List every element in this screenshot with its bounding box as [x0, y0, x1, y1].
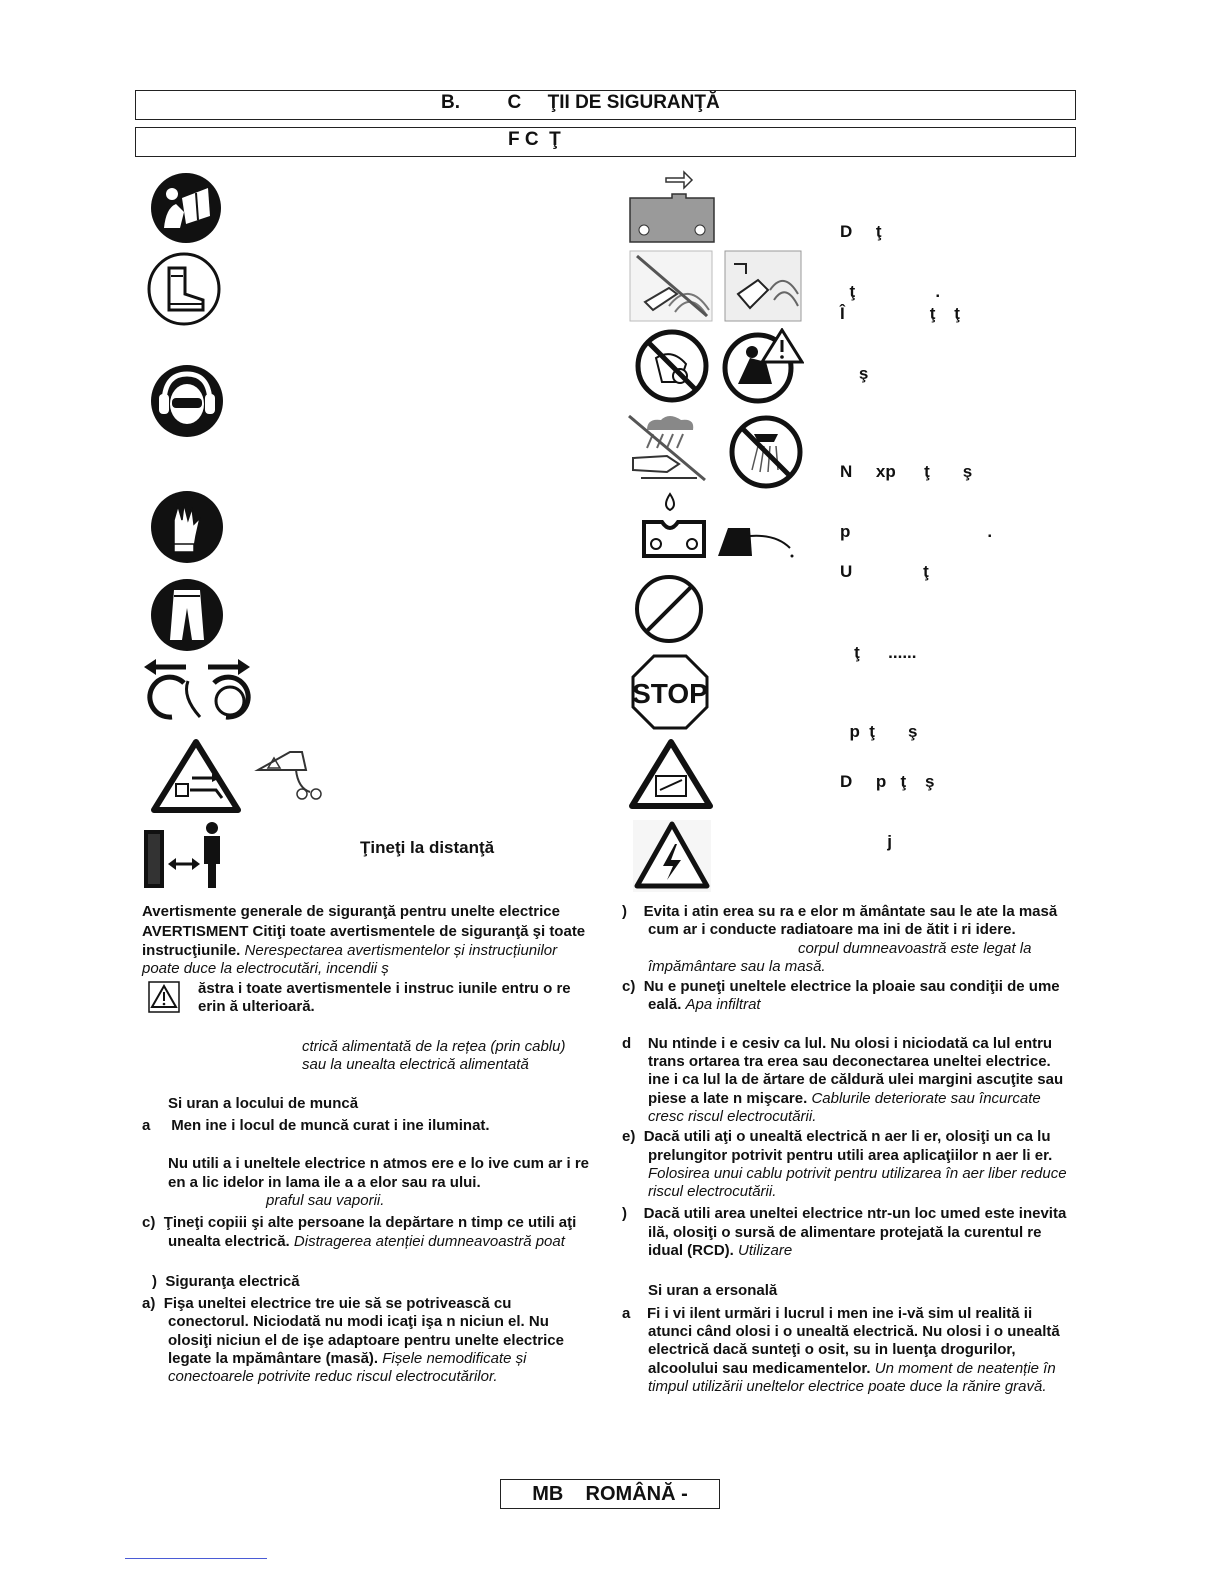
label-chain-direction: D ţ ţ .	[840, 222, 941, 301]
oil-can-icon	[716, 520, 796, 560]
dust-note: praful sau vaporii.	[266, 1191, 385, 1209]
distance-icon	[142, 820, 230, 890]
chain-direction-icon	[626, 168, 718, 244]
read-manual-icon	[150, 172, 222, 244]
label-prohibited: ţ ......	[840, 643, 917, 662]
prohibited-icon	[633, 573, 705, 645]
svg-text:STOP: STOP	[632, 678, 708, 709]
label-rain: N xp ţ ş p .	[840, 462, 993, 541]
chainsaw-grip-icon	[724, 250, 802, 322]
item-a-plug: a) Fişa uneltei electrice tre uie să se potrivească cu conectorul. Niciodată nu modi icaţi işa n niciun el. Nu olosiţi niciun el de işe adaptoare pentru unelte electrice legate la mpământare (masă). Fișele nemodificate și conectoarele potrivite reduc riscul electrocutărilor.	[142, 1295, 564, 1386]
label-unplug: D p ţ ş j	[840, 772, 935, 851]
mains-note: ctrică alimentată de la rețea (prin cablu) sau la unealta electrică alimentată	[302, 1038, 566, 1074]
keep-instructions-text: ăstra i toate avertismentele i instruc iunile entru o re erin ă ulterioară.	[198, 980, 571, 1016]
item-e-outdoor: e) Dacă utili aţi o unealtă electrică n aer li er, olosiţi un ca lu prelungitor potrivit pentru utili area aplicaţiilor n aer li er. Folosirea unui cablu potrivit pentru utilizarea în aer liber reduce riscul electrocutării.	[622, 1128, 1067, 1201]
keep-instructions-block	[142, 980, 592, 1020]
chain-oil-icon	[640, 490, 714, 562]
item-a-alert: a Fi i vi ilent urmări i lucrul i men ine i-vă sim ul realită ii atunci când olosi i o unealtă electrică. Nu olosi i o unealtă electrică dacă sunteţi o osit, su in luenţa drogurilor, alcoolului sau medicamentelor. Un moment de neatenție în timpul utilizării uneltelor electrice poate duce la rănire gravă.	[622, 1304, 1060, 1395]
label-stop: p ţ ş	[840, 722, 918, 741]
rotation-direction-icon	[142, 657, 260, 723]
trousers-icon	[150, 578, 224, 652]
explosive-atmosphere-item: Nu utili a i uneltele electrice n atmos ere e lo ive cum ar i re en a lic idelor in lama ile a a elor sau ra ului.	[168, 1155, 589, 1191]
section-title-box	[135, 90, 1076, 120]
item-rcd: ) Dacă utili area uneltei electrice ntr-un loc umed este inevita ilă, olosiţi o sursă de alimentare protejată la curentul re idual (RCD). Utilizare	[622, 1205, 1067, 1260]
personal-safety-heading: Si uran a ersonală	[648, 1282, 778, 1300]
boots-icon	[147, 252, 221, 326]
section-subtitle-box	[135, 127, 1076, 157]
left-text-column	[142, 903, 592, 1387]
right-text-column	[622, 903, 1072, 1396]
general-warnings-heading: Avertismente generale de siguranţă pentru unelte electrice	[142, 903, 560, 920]
warning-paragraph: AVERTISMENT Citiţi toate avertismentele de siguranţă şi toate instrucţiunile. Nerespectarea avertismentelor și instrucțiunilor poate duce la electrocutări, incendii ș	[142, 923, 586, 977]
label-kickback: Î ţ ţ ş	[840, 304, 960, 383]
kickback-icon	[629, 250, 713, 322]
no-rain-icon	[627, 412, 709, 484]
item-c-children: c) Ţineţi copiii şi alte persoane la depărtare n timp ce utili aţi unealta electrică. Distragerea atenției dumneavoastră poat	[142, 1214, 577, 1250]
work-area-heading: Si uran a locului de muncă	[168, 1094, 359, 1112]
footer-rule	[125, 1558, 267, 1559]
page-footer-label: MB ROMÂNĂ -	[500, 1479, 720, 1509]
label-oil: U ţ	[840, 562, 929, 581]
electrical-safety-heading: ) Siguranţa electrică	[152, 1272, 300, 1290]
distance-label: Ţineţi la distanţă	[360, 838, 495, 857]
item-c-rain: c) Nu e puneţi uneltele electrice la ploaie sau condiţii de ume eală. Apa infiltrat	[622, 978, 1060, 1014]
warning-kickback-icon	[722, 328, 804, 404]
no-one-hand-icon	[634, 328, 710, 404]
no-shower-icon	[728, 414, 804, 490]
warning-triangle-icon	[148, 981, 180, 1013]
section-title: B. C ŢII DE SIGURANŢĂ	[441, 92, 720, 113]
item-a-work-area: a Men ine i locul de muncă curat i ine iluminat.	[142, 1117, 490, 1135]
ear-eye-protection-icon	[150, 364, 224, 438]
item-d-cable: d Nu ntinde i e cesiv ca lul. Nu olosi i niciodată ca lul entru trans ortarea tra erea sau deconectarea uneltei electrice. ine i ca lul la de ărtare de căldură ulei margini ascuţite sau piese a late n mişcare. Cablurile deteriorate sau încurcate cresc riscul electrocutării.	[622, 1034, 1064, 1125]
stop-icon	[631, 654, 709, 730]
item-grounded-surfaces: ) Evita i atin erea su ra e elor m ământate sau le ate la masă cum ar i conducte radiatoare ma ini de ătit i ri idere. corpul dumneavoastră este legat la împământare sau la masă.	[622, 903, 1058, 975]
section-subtitle: F C Ţ	[508, 129, 561, 150]
gloves-icon	[150, 490, 224, 564]
chainsaw-plug-icon	[250, 740, 324, 804]
maintenance-warning-icon	[628, 738, 714, 810]
electric-hazard-icon	[633, 820, 711, 892]
unplug-warning-icon	[150, 738, 242, 814]
